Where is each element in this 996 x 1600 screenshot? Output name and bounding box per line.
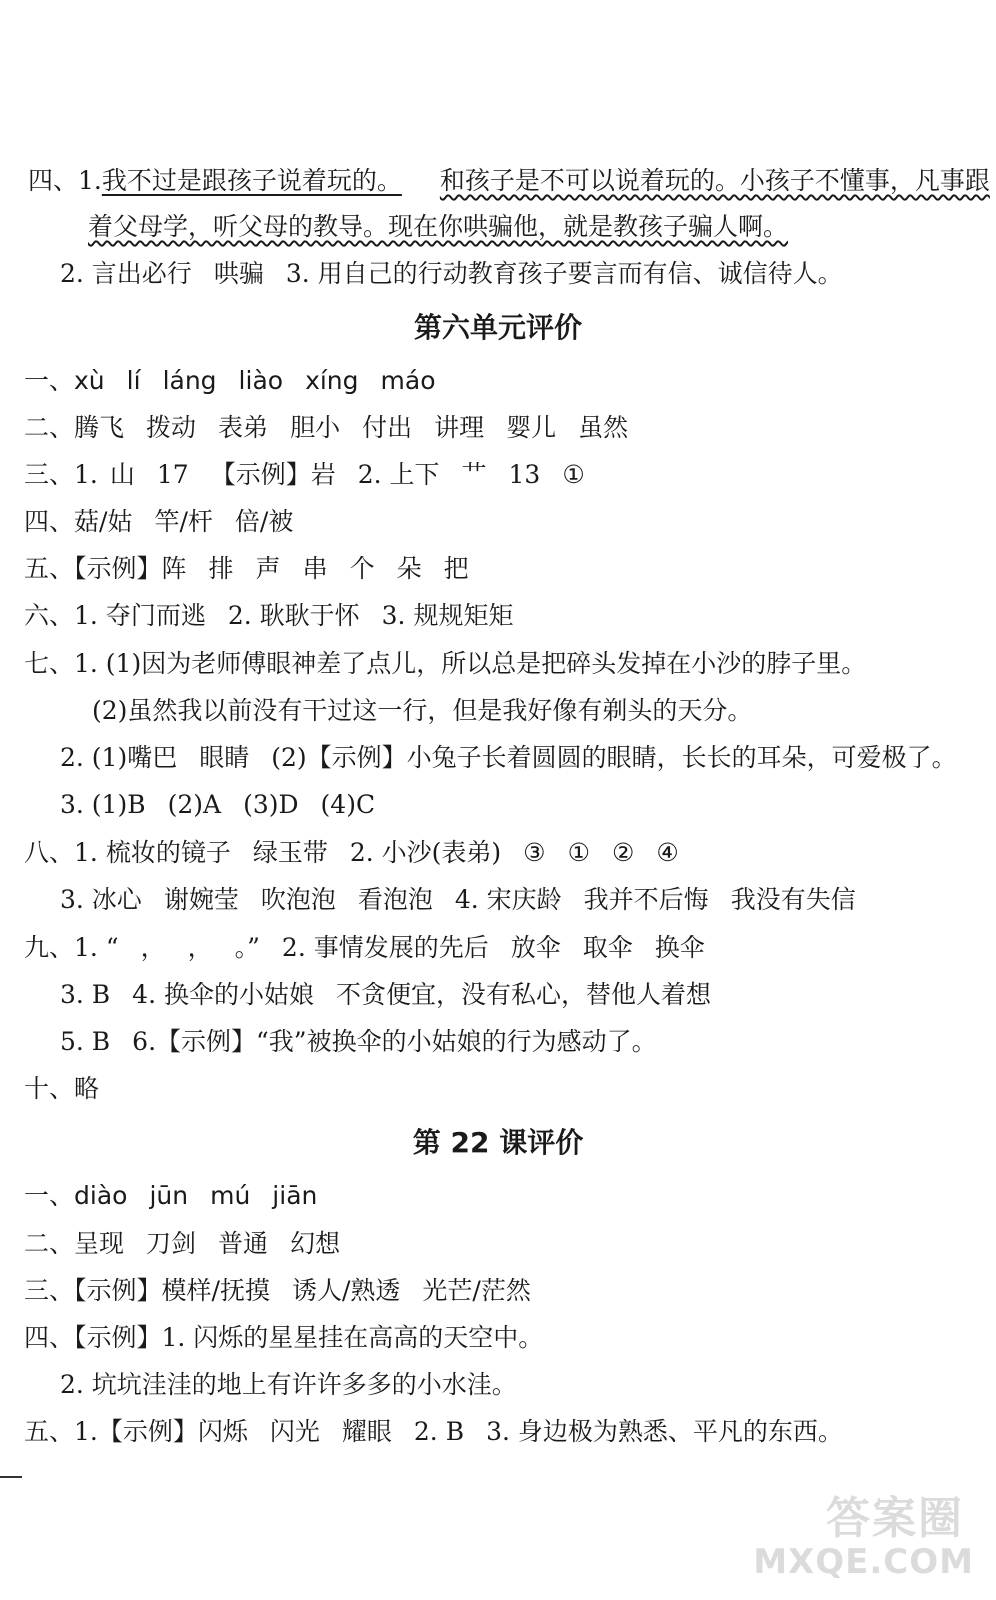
unit6-q6	[24, 600, 513, 632]
word-item: 刀剑	[146, 1229, 197, 1258]
lesson22-heading: 第 22 课评价	[412, 1126, 584, 1159]
punct-item: 。”	[234, 933, 260, 962]
answer-item: 看泡泡	[357, 885, 433, 914]
q-label: 三、	[24, 1276, 75, 1305]
radical-item: 艹	[461, 460, 487, 489]
choice-item: ①	[562, 460, 585, 489]
sec4-q2b: 哄骗	[213, 259, 264, 288]
answer-item: 4. 宋庆龄	[454, 885, 562, 914]
pinyin-item: mú	[210, 1181, 251, 1210]
sec4-answer-wavy-1: 和孩子是不可以说着玩的。小孩子不懂事，凡事跟	[439, 166, 990, 195]
pinyin-item: xù	[74, 366, 105, 395]
answer-item: 吹泡泡	[260, 885, 336, 914]
answer-item: 3. 身边极为熟悉、平凡的东西。	[486, 1417, 843, 1446]
measure-word: 串	[302, 554, 328, 583]
measure-word: 【示例】阵	[74, 554, 187, 583]
q-label: 九、	[24, 933, 75, 962]
sec4-line2	[88, 211, 788, 243]
idiom-item: 2. 耿耿于怀	[227, 601, 360, 630]
unit6-q2	[24, 412, 628, 444]
word-item: 胆小	[290, 413, 341, 442]
measure-word: 朵	[396, 554, 422, 583]
choice-item: (3)D	[243, 790, 299, 819]
answer-item: 2. B	[413, 1417, 465, 1446]
sec4-answer-underlined: 我不过是跟孩子说着玩的。	[101, 166, 402, 195]
q-label: 四、	[24, 507, 75, 536]
unit6-q9-line2	[60, 979, 711, 1011]
answer-item: 6.【示例】“我”被换伞的小姑娘的行为感动了。	[132, 1027, 657, 1056]
pinyin-item: jūn	[149, 1181, 189, 1210]
answer-item: 耀眼	[341, 1417, 392, 1446]
unit6-q3	[24, 459, 585, 491]
word-pair: 光芒/茫然	[422, 1276, 531, 1305]
q-label: 三、1.	[24, 460, 98, 489]
pinyin-item: liào	[238, 366, 284, 395]
q-label: 二、	[24, 413, 75, 442]
pinyin-item: máo	[380, 366, 436, 395]
sec4-label: 四、1.	[28, 166, 102, 195]
answer-item: 5. B	[60, 1027, 111, 1056]
order-item: ③	[523, 838, 546, 867]
sec4-answer-wavy-2: 着父母学，听父母的教导。现在你哄骗他，就是教孩子骗人啊。	[88, 212, 789, 241]
word-pair: 倍/被	[234, 507, 294, 536]
q-label: 一、	[24, 1181, 75, 1210]
measure-word: 个	[349, 554, 375, 583]
unit6-q9-line1	[24, 932, 705, 964]
q-label: 六、	[24, 601, 75, 630]
q-label: 一、	[24, 366, 75, 395]
q-label: 二、	[24, 1229, 75, 1258]
pinyin-item: láng	[162, 366, 217, 395]
lesson22-q5	[24, 1416, 843, 1448]
word-pair: 诱人/熟透	[291, 1276, 401, 1305]
word-item: 付出	[362, 413, 413, 442]
word-item: 讲理	[434, 413, 485, 442]
measure-word: 排	[208, 554, 234, 583]
unit6-q8-line1	[24, 837, 679, 869]
unit6-q5	[24, 553, 469, 585]
pinyin-item: jiān	[272, 1181, 318, 1210]
punct-item: 1. “	[74, 933, 119, 962]
unit6-q8-line2	[60, 884, 856, 916]
unit6-q9-line3	[60, 1026, 657, 1058]
answer-item: 眼睛	[199, 743, 250, 772]
word-item: 腾飞	[74, 413, 125, 442]
unit6-q7-line3	[60, 742, 957, 774]
answer-item: 换伞	[654, 933, 705, 962]
unit6-q1	[24, 365, 436, 397]
watermark-site-text: MXQE.COM	[753, 1542, 974, 1582]
choice-item: (4)C	[320, 790, 376, 819]
choice-item: 3. (1)B	[60, 790, 146, 819]
unit6-q10: 十、略	[24, 1074, 100, 1103]
sec4-q3: 3. 用自己的行动教育孩子要言而有信、诚信待人。	[285, 259, 843, 288]
answer-item: 1. 梳妆的镜子	[74, 838, 231, 867]
stroke-count: 13	[508, 460, 541, 489]
pinyin-item: diào	[74, 1181, 128, 1210]
radical-item: 山	[109, 460, 135, 489]
answer-item: 1.【示例】闪烁	[74, 1417, 248, 1446]
answer-item: 2. 小沙(表弟)	[349, 838, 502, 867]
unit6-q7-line4	[60, 789, 375, 821]
answer-item: 4. 换伞的小姑娘	[132, 980, 314, 1009]
lesson22-q4-line1: 四、【示例】1. 闪烁的星星挂在高高的天空中。	[24, 1323, 544, 1352]
unit6-q4	[24, 506, 293, 538]
choice-item: (2)A	[167, 790, 222, 819]
lesson22-q2	[24, 1228, 340, 1260]
order-item: ②	[612, 838, 635, 867]
answer-item: (2)【示例】小兔子长着圆圆的眼睛，长长的耳朵，可爱极了。	[271, 743, 957, 772]
answer-item: 绿玉带	[252, 838, 328, 867]
sec4-line3	[60, 258, 843, 290]
answer-item: 3. 冰心	[60, 885, 142, 914]
order-item: ①	[567, 838, 590, 867]
example-item: 【示例】岩	[210, 460, 336, 489]
answer-item: 我没有失信	[730, 885, 856, 914]
word-item: 表弟	[218, 413, 269, 442]
lesson22-q3	[24, 1275, 531, 1307]
stroke-count: 17	[156, 460, 189, 489]
word-item: 婴儿	[506, 413, 557, 442]
answer-item: 3. B	[60, 980, 111, 1009]
lesson22-q4-line2: 2. 坑坑洼洼的地上有许许多多的小水洼。	[60, 1370, 517, 1399]
structure-item: 2. 上下	[357, 460, 440, 489]
idiom-item: 1. 夺门而逃	[74, 601, 206, 630]
word-item: 拨动	[146, 413, 197, 442]
word-pair: 【示例】模样/抚摸	[74, 1276, 270, 1305]
answer-item: 谢婉莹	[163, 885, 239, 914]
bottom-rule	[0, 1476, 22, 1478]
answer-item: 闪光	[269, 1417, 320, 1446]
measure-word: 声	[255, 554, 281, 583]
unit6-heading: 第六单元评价	[413, 311, 582, 344]
measure-word: 把	[443, 554, 469, 583]
pinyin-item: xíng	[305, 366, 359, 395]
word-pair: 菇/姑	[74, 507, 133, 536]
word-pair: 竿/杆	[154, 507, 213, 536]
q-label: 五、	[24, 1417, 75, 1446]
answer-item: 2. (1)嘴巴	[60, 743, 178, 772]
answer-item: 我并不后悔	[583, 885, 709, 914]
answer-item: 不贪便宜，没有私心，替他人着想	[335, 980, 711, 1009]
word-item: 普通	[218, 1229, 269, 1258]
sec4-line1	[28, 165, 990, 197]
word-item: 幻想	[290, 1229, 341, 1258]
watermark-logo	[753, 1482, 974, 1582]
punct-item: ，	[187, 933, 213, 962]
idiom-item: 3. 规规矩矩	[381, 601, 514, 630]
answer-item: 放伞	[510, 933, 561, 962]
answer-item: 取伞	[582, 933, 633, 962]
lesson22-q1	[24, 1180, 317, 1212]
q-label: 五、	[24, 554, 75, 583]
word-item: 呈现	[74, 1229, 125, 1258]
watermark-top-text: 答案圈	[826, 1493, 964, 1544]
pinyin-item: lí	[126, 366, 141, 395]
answer-item: 2. 事情发展的先后	[281, 933, 489, 962]
punct-item: ，	[140, 933, 166, 962]
order-item: ④	[656, 838, 679, 867]
sec4-q2a: 2. 言出必行	[60, 259, 192, 288]
unit6-q7-line1: 七、1. (1)因为老师傅眼神差了点儿，所以总是把碎头发掉在小沙的脖子里。	[24, 649, 867, 678]
unit6-q7-line2: (2)虽然我以前没有干过这一行，但是我好像有剃头的天分。	[92, 696, 753, 725]
word-item: 虽然	[578, 413, 629, 442]
q-label: 八、	[24, 838, 75, 867]
